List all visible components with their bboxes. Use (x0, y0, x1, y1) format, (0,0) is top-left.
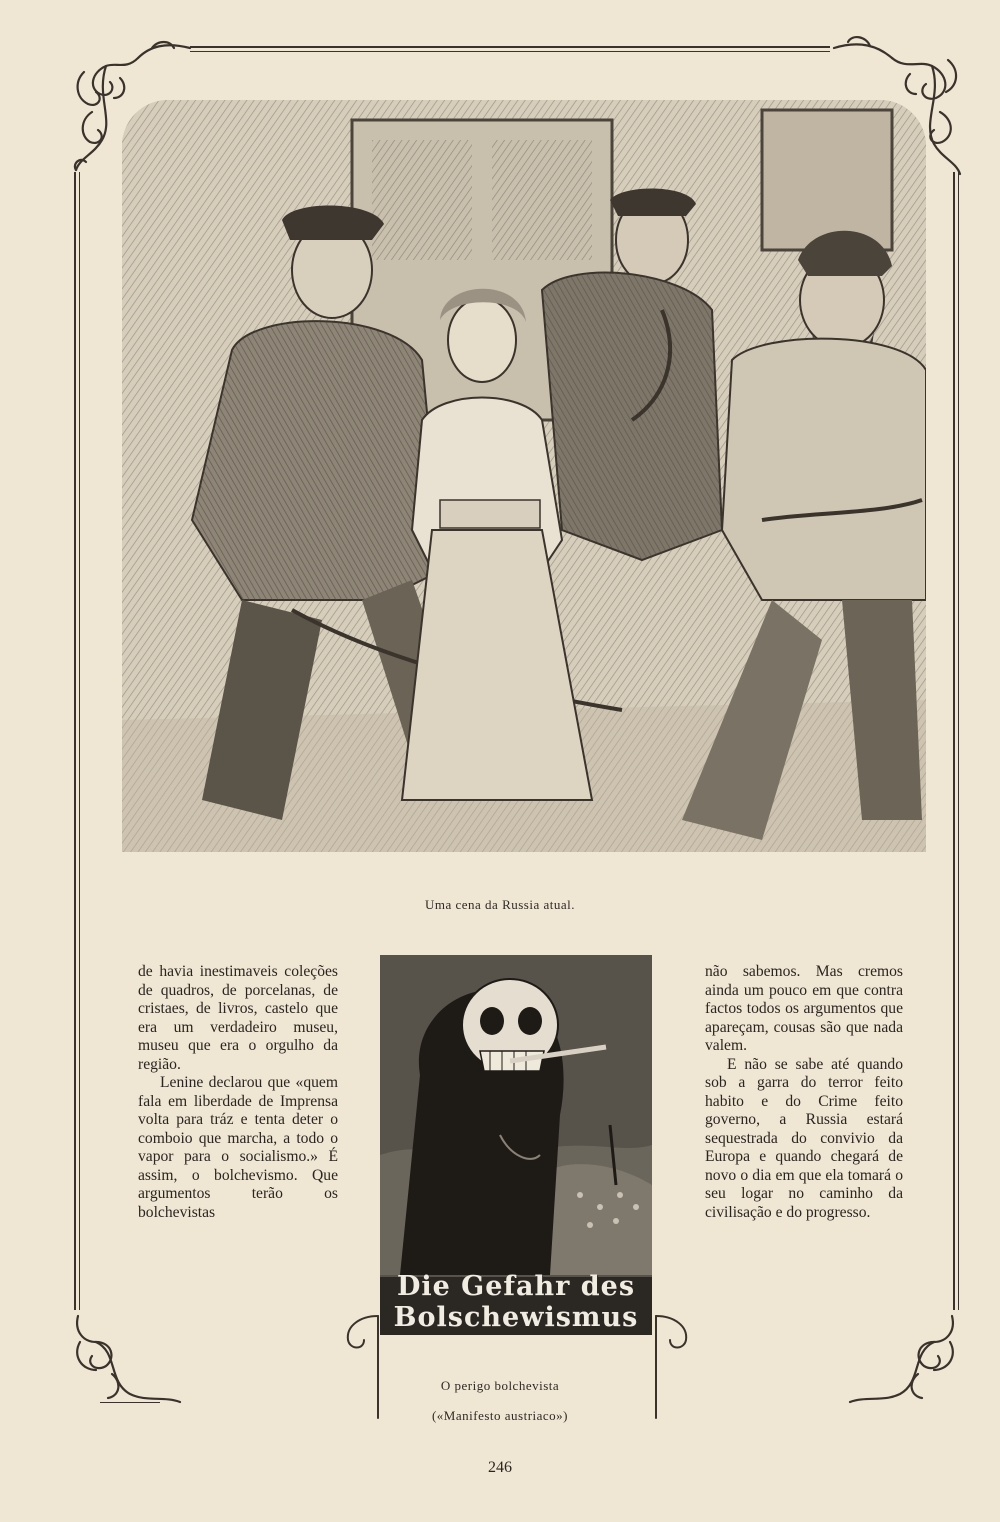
frame-right-rule (953, 172, 955, 1310)
frame-right-rule-inner (958, 172, 959, 1310)
poster-title-line1: Die Gefahr des (396, 1271, 636, 1302)
frame-left-rule (74, 172, 76, 1310)
ornament-inner-left-icon (338, 1312, 384, 1422)
text-column-right (705, 963, 903, 1222)
text-column-left (138, 963, 338, 1222)
illustration-caption: Uma cena da Russia atual. (424, 897, 576, 912)
bolshevism-poster (380, 955, 652, 1335)
page-number: 246 (488, 1459, 512, 1476)
ornament-bottom-right-icon (842, 1312, 962, 1412)
ornament-bottom-left-icon (68, 1312, 188, 1412)
poster-caption-line1: O perigo bolchevista (440, 1378, 560, 1393)
right-paragraph-2: E não se sabe até quando sob a garra do terror feito habito e do Crime feito governo, a Russia estará sequestrada do convivio da Europa e quando chegará de novo o dia em que ela tomará o seu logar no caminho da civilisação e do progresso. (705, 1055, 903, 1221)
left-paragraph-1: de havia inestimaveis coleções de quadros, de porcelanas, de cristaes, de livros, castelo que era um verdadeiro museu, museu que era o orgulho da região. (138, 963, 338, 1073)
russia-scene-illustration (122, 100, 926, 852)
ornament-inner-right-icon (650, 1312, 696, 1422)
right-paragraph-1: não sabemos. Mas cremos ainda um pouco em que contra factos todos os argumentos que apareçam, cousas são que nada valem. (705, 963, 903, 1054)
illustration-drawing (122, 100, 926, 852)
left-paragraph-2: Lenine declarou que «quem fala em liberdade de Imprensa volta para tráz e tenta deter o comboio que marcha, a todo o vapor para o socialismo.» É assim, o bolchevismo. Que argumentos terão os bolchevistas (138, 1074, 338, 1221)
poster-caption-line2: («Manifesto austriaco») (431, 1408, 569, 1423)
frame-top-rule-inner (190, 51, 830, 52)
frame-top-rule (190, 46, 830, 48)
poster-title-line2: Bolschewismus (393, 1302, 639, 1333)
frame-left-rule-inner (79, 172, 80, 1310)
